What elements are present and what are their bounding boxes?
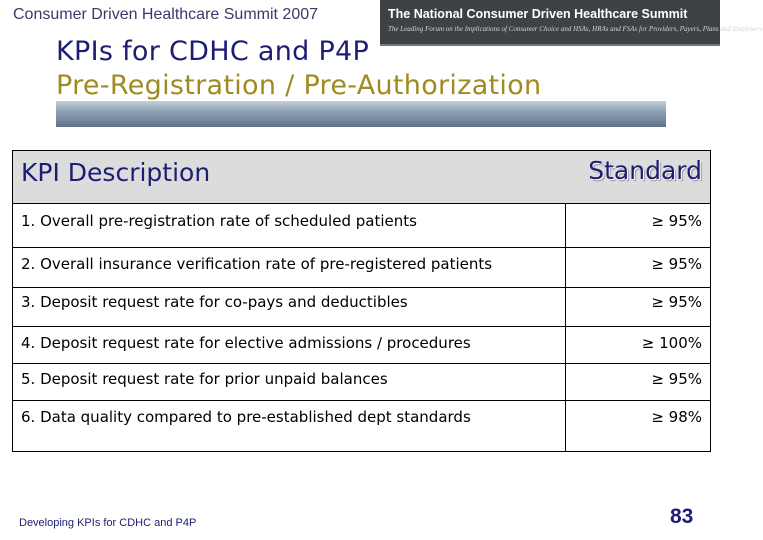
summit-banner <box>380 0 763 46</box>
banner-subtitle: The Leading Forum on the Implications of Consumer Choice and HSAs, HRAs and FSAs for Providers, Payers, Plans and Employers <box>388 25 763 33</box>
footer-text: Developing KPIs for CDHC and P4P <box>19 517 197 529</box>
kpi-description: 4. Deposit request rate for elective admissions / procedures <box>21 334 471 352</box>
title-underline-bar <box>56 101 666 127</box>
kpi-description: 1. Overall pre-registration rate of scheduled patients <box>21 212 417 230</box>
kpi-standard: ≥ 95% <box>651 370 702 388</box>
table-row <box>13 204 710 248</box>
header-standard: Standard <box>588 156 702 185</box>
kpi-description: 5. Deposit request rate for prior unpaid balances <box>21 370 388 388</box>
header-kpi-description: KPI Description <box>21 158 211 187</box>
banner-title: The National Consumer Driven Healthcare Summit <box>388 7 688 21</box>
kpi-standard: ≥ 100% <box>641 334 702 352</box>
kpi-table <box>12 150 711 452</box>
table-row <box>13 401 710 451</box>
table-row <box>13 248 710 288</box>
kpi-description: 6. Data quality compared to pre-established dept standards <box>21 408 471 426</box>
slide-title: KPIs for CDHC and P4P <box>56 36 370 67</box>
kpi-description: 3. Deposit request rate for co-pays and deductibles <box>21 293 408 311</box>
table-row <box>13 288 710 327</box>
conference-title: Consumer Driven Healthcare Summit 2007 <box>13 6 319 23</box>
page-number: 83 <box>670 505 694 528</box>
table-header <box>13 151 710 204</box>
slide-subtitle: Pre-Registration / Pre-Authorization <box>56 70 542 101</box>
kpi-description: 2. Overall insurance verification rate of pre-registered patients <box>21 255 493 273</box>
kpi-standard: ≥ 98% <box>651 408 702 426</box>
table-row <box>13 327 710 364</box>
kpi-standard: ≥ 95% <box>651 255 702 273</box>
kpi-standard: ≥ 95% <box>651 293 702 311</box>
kpi-standard: ≥ 95% <box>651 212 702 230</box>
table-row <box>13 364 710 401</box>
